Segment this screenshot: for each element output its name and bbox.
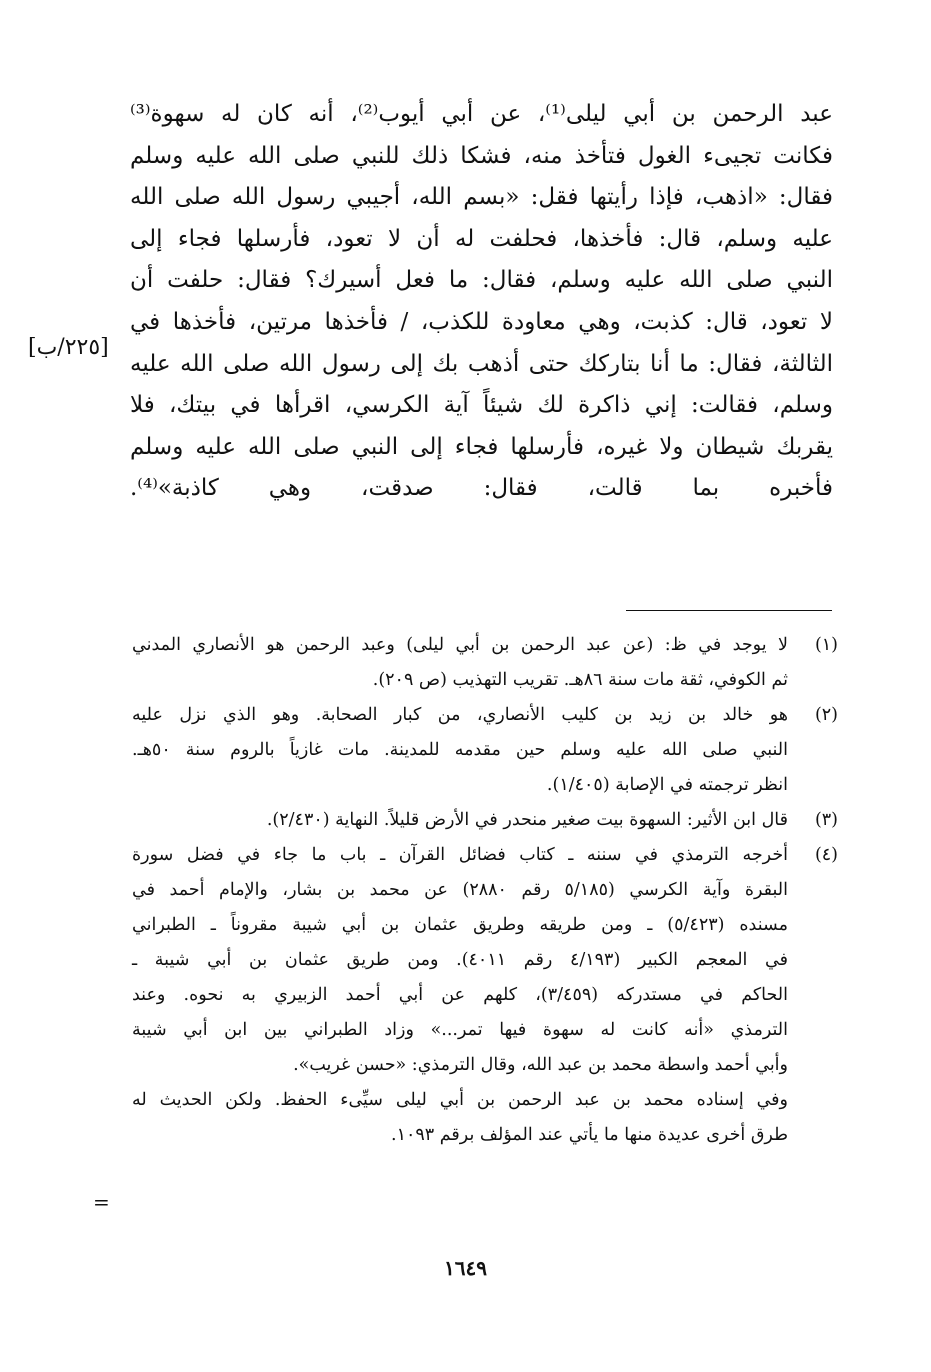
footnote-3 bbox=[132, 803, 838, 838]
footnote-line: قال ابن الأثير: السهوة بيت صغير منحدر في الأرض قليلاً. النهاية (٢/٤٣٠). bbox=[266, 810, 788, 830]
footnote-4 bbox=[132, 838, 838, 1153]
main-text-line: لا تعود، قال: كذبت، وهي معاودة للكذب، / فأخذها مرتين، فأخذها في bbox=[130, 308, 833, 335]
footnote-2 bbox=[132, 698, 838, 803]
footnote-line: مسنده (٥/٤٢٣) ـ ومن طريقه وطريق عثمان بن أبي شيبة مقروناً ـ الطبراني bbox=[132, 915, 789, 935]
footnote-line: أخرجه الترمذي في سننه ـ كتاب فضائل القرآن ـ باب ما جاء في فضل سورة bbox=[132, 845, 788, 865]
footnote-separator-rule bbox=[626, 610, 832, 611]
main-text-line: عليه وسلم، قال: فأخذها، فحلفت له أن لا تعود، فأرسلها فجاء إلى bbox=[130, 225, 833, 252]
main-text-line: الثالثة، فقال: ما أنا بتاركك حتى أذهب بك إلى رسول الله صلى الله عليه bbox=[130, 350, 833, 377]
footnote-line: انظر ترجمته في الإصابة (١/٤٠٥). bbox=[546, 775, 788, 795]
footnote-line: لا يوجد في ظ: (عن عبد الرحمن بن أبي ليلى) وعبد الرحمن هو الأنصاري المدني bbox=[132, 635, 788, 655]
footnote-line: وأبي أحمد واسطة محمد بن عبد الله، وقال الترمذي: «حسن غريب». bbox=[293, 1055, 788, 1075]
footnote-number: (١) bbox=[814, 635, 838, 655]
main-text-line: فأخبره بما قالت، فقال: صدقت، وهي كاذبة»⁽⁴⁾. bbox=[130, 475, 833, 502]
footnote-line: البقرة وآية الكرسي (٥/١٨٥ رقم ٢٨٨٠) عن محمد بن بشار، والإمام أحمد في bbox=[132, 880, 788, 900]
footnote-line: وفي إسناده محمد بن عبد الرحمن بن أبي ليلى سيِّىء الحفظ. ولكن الحديث له bbox=[132, 1090, 788, 1110]
footnote-1 bbox=[132, 628, 838, 698]
main-text bbox=[130, 94, 833, 510]
footnote-line: النبي صلى الله عليه وسلم حين مقدمه للمدينة. مات غازياً بالروم سنة ٥٠هـ. bbox=[132, 740, 788, 760]
main-text-line: عبد الرحمن بن أبي ليلى⁽¹⁾، عن أبي أيوب⁽²⁾، أنه كان له سهوة⁽³⁾ bbox=[130, 101, 833, 127]
main-text-line: النبي صلى الله عليه وسلم، فقال: ما فعل أسيرك؟ فقال: حلفت أن bbox=[130, 267, 833, 294]
footnote-line: الترمذي «أنه كانت له سهوة فيها تمر...» وزاد الطبراني بين ابن أبي شيبة bbox=[132, 1020, 788, 1040]
footnote-number: (٢) bbox=[814, 705, 838, 725]
main-text-line: يقربك شيطان ولا غيره، فأرسلها فجاء إلى النبي صلى الله عليه وسلم bbox=[130, 433, 833, 460]
footnote-number: (٣) bbox=[814, 810, 838, 830]
main-text-line: فقال: «اذهب، فإذا رأيتها فقل: «بسم الله، أجيبي رسول الله صلى الله bbox=[130, 184, 833, 211]
footnote-line: ثم الكوفي، ثقة مات سنة ٨٦هـ. تقريب التهذيب (ص ٢٠٩). bbox=[372, 670, 788, 690]
main-text-line: وسلم، فقالت: إني ذاكرة لك شيئاً آية الكرسي، اقرأها في بيتك، فلا bbox=[130, 392, 833, 419]
footnotes bbox=[132, 628, 838, 1153]
page-number: ١٦٤٩ bbox=[444, 1256, 487, 1280]
footnote-line: هو خالد بن زيد بن كليب الأنصاري، من كبار الصحابة. وهو الذي نزل عليه bbox=[132, 705, 788, 725]
footnote-line: طرق أخرى عديدة منها ما يأتي عند المؤلف برقم ١٠٩٣. bbox=[391, 1125, 788, 1145]
footnote-line: الحاكم في مستدركه (٣/٤٥٩)، كلهم عن أبي أحمد الزبيري به نحوه. وعند bbox=[132, 985, 788, 1005]
footnote-line: في المعجم الكبير (٤/١٩٣ رقم ٤٠١١). ومن طريق عثمان بن أبي شيبة ـ bbox=[132, 950, 789, 970]
continuation-mark: = bbox=[93, 1190, 110, 1214]
main-text-line: فكانت تجيىء الغول فتأخذ منه، فشكا ذلك للنبي صلى الله عليه وسلم bbox=[130, 142, 833, 169]
manuscript-folio-reference: [٢٢٥/ب] bbox=[28, 335, 109, 360]
footnote-number: (٤) bbox=[814, 845, 838, 865]
